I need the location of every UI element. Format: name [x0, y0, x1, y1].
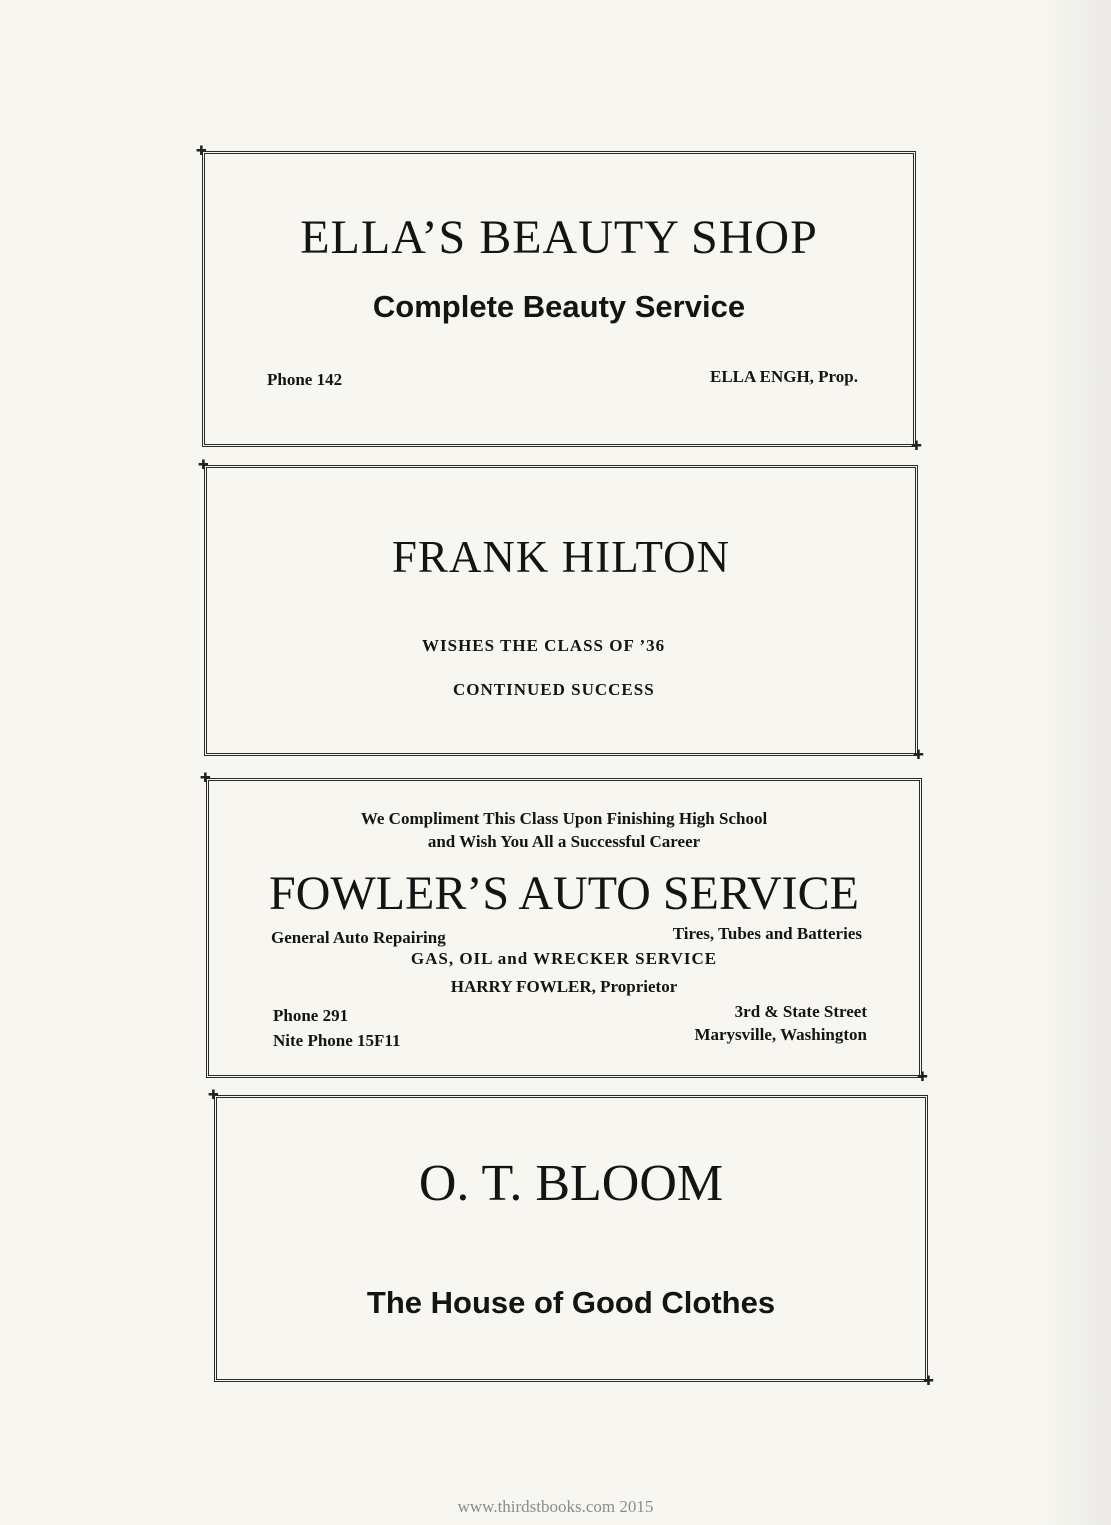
ella-ad-subtitle: Complete Beauty Service — [372, 289, 746, 324]
frank-hilton-ad — [204, 465, 918, 756]
fowler-ad-proprietor: HARRY FOWLER, Proprietor — [450, 977, 678, 996]
ot-bloom-ad — [214, 1095, 928, 1382]
fowler-ad-gas-oil-wrecker: GAS, OIL and WRECKER SERVICE — [410, 949, 718, 968]
page-edge-shadow — [1041, 0, 1111, 1525]
fowler-ad-street-address: 3rd & State Street — [734, 1002, 867, 1021]
fowler-ad-general-repairing: General Auto Repairing — [271, 928, 446, 947]
ella-ad-title: ✚ ELLA’S BEAUTY SHOP — [300, 211, 818, 264]
fowler-ad-tires-tubes: Tires, Tubes and Batteries — [672, 924, 862, 943]
ella-beauty-shop-ad — [202, 151, 916, 447]
website-footer: www.thirdstbooks.com 2015 — [457, 1497, 654, 1516]
fowlers-auto-service-ad — [206, 778, 922, 1078]
bloom-ad-subtitle: The House of Good Clothes — [366, 1285, 776, 1320]
ella-ad-proprietor: ELLA ENGH, Prop. — [710, 367, 858, 386]
fowler-ad-intro-line2: and Wish You All a Successful Career — [427, 832, 701, 851]
hilton-ad-success: CONTINUED SUCCESS — [453, 680, 655, 699]
fowler-ad-title: FOWLER’S AUTO SERVICE — [269, 867, 859, 920]
fowler-ad-nite-phone: Nite Phone 15F11 — [273, 1031, 401, 1050]
fowler-ad-phone: Phone 291 — [273, 1006, 349, 1025]
fowler-ad-intro-line1: ✚ We Compliment This Class Upon Finishing High School — [360, 809, 768, 828]
bloom-ad-title: ✚ O. T. BLOOM — [418, 1155, 724, 1212]
hilton-ad-wishes: WISHES THE CLASS OF ’36 — [422, 636, 666, 655]
hilton-ad-title: ✚ FRANK HILTON — [391, 532, 731, 582]
ella-ad-phone: Phone 142 — [267, 370, 343, 389]
fowler-ad-city-address: Marysville, Washington — [694, 1025, 867, 1044]
